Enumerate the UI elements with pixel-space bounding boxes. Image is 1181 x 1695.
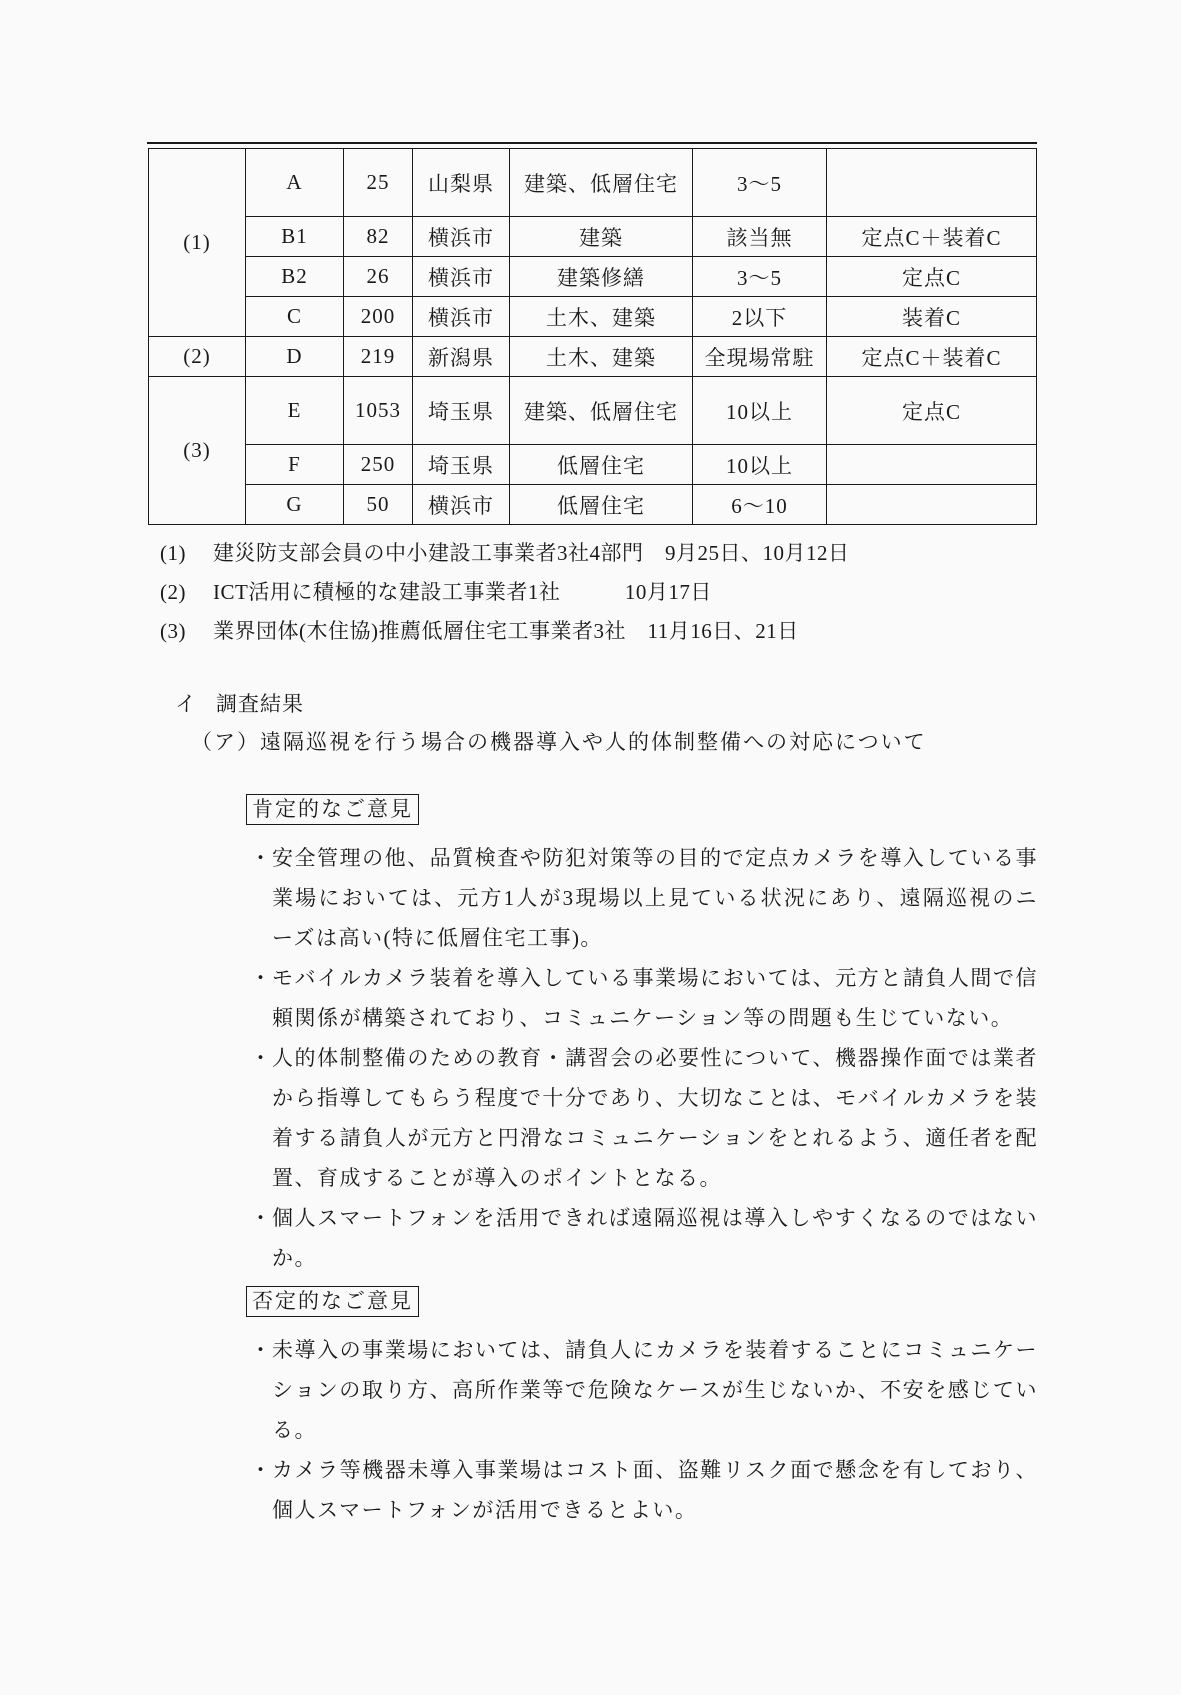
- camera-type-cell: 装着C: [827, 297, 1037, 337]
- camera-type-cell: 定点C: [827, 377, 1037, 445]
- negative-bullet-list: [246, 1330, 1038, 1530]
- work-type-cell: 建築、低層住宅: [510, 149, 693, 217]
- bullet-item: [246, 1038, 1038, 1198]
- site-count-cell: 25: [344, 149, 413, 217]
- work-type-cell: 低層住宅: [510, 445, 693, 485]
- footnote-label: (2): [160, 580, 186, 604]
- table-row: [149, 149, 1037, 217]
- footnote-label: (3): [160, 619, 186, 643]
- company-cell: D: [246, 337, 344, 377]
- bullet-marker: ・: [250, 1458, 271, 1482]
- work-type-cell: 建築: [510, 217, 693, 257]
- site-count-cell: 219: [344, 337, 413, 377]
- bullet-marker: ・: [250, 1046, 271, 1070]
- footnote-3: [160, 612, 850, 651]
- bullet-marker: ・: [250, 846, 271, 870]
- work-type-cell: 低層住宅: [510, 485, 693, 525]
- scale-cell: 6〜10: [693, 485, 827, 525]
- positive-bullet-list: [246, 838, 1038, 1278]
- bullet-text: モバイルカメラ装着を導入している事業場においては、元方と請負人間で信頼関係が構築されており、コミュニケーション等の問題も生じていない。: [272, 966, 1038, 1030]
- work-type-cell: 建築修繕: [510, 257, 693, 297]
- table-row: [149, 485, 1037, 525]
- scale-cell: 10以上: [693, 445, 827, 485]
- location-cell: 山梨県: [413, 149, 510, 217]
- site-count-cell: 82: [344, 217, 413, 257]
- bullet-item: [246, 838, 1038, 958]
- bullet-marker: ・: [250, 966, 271, 990]
- scale-cell: 3〜5: [693, 257, 827, 297]
- group-cell: (3): [149, 377, 246, 525]
- company-cell: E: [246, 377, 344, 445]
- section-subheading: （ア）遠隔巡視を行う場合の機器導入や人的体制整備への対応について: [191, 730, 927, 754]
- site-count-cell: 250: [344, 445, 413, 485]
- footnote-text: 業界団体(木住協)推薦低層住宅工事業者3社 11月16日、21日: [213, 619, 799, 643]
- table-row: [149, 217, 1037, 257]
- bullet-marker: ・: [250, 1338, 271, 1362]
- section-title: 調査結果: [216, 692, 304, 716]
- location-cell: 埼玉県: [413, 445, 510, 485]
- site-count-cell: 26: [344, 257, 413, 297]
- positive-opinions-box-label: 肯定的なご意見: [246, 794, 419, 825]
- footnote-2: [160, 573, 850, 612]
- camera-type-cell: [827, 445, 1037, 485]
- footnote-text: 建災防支部会員の中小建設工事業者3社4部門 9月25日、10月12日: [213, 541, 850, 565]
- table-row: [149, 297, 1037, 337]
- section-heading: [175, 688, 304, 718]
- table-row: [149, 337, 1037, 377]
- location-cell: 横浜市: [413, 257, 510, 297]
- company-cell: F: [246, 445, 344, 485]
- survey-table-section: [148, 148, 1036, 525]
- location-cell: 横浜市: [413, 217, 510, 257]
- company-cell: A: [246, 149, 344, 217]
- scale-cell: 2以下: [693, 297, 827, 337]
- location-cell: 横浜市: [413, 485, 510, 525]
- company-cell: B2: [246, 257, 344, 297]
- bullet-marker: ・: [250, 1206, 271, 1230]
- positive-opinions-section: [246, 794, 1038, 1278]
- bullet-item: [246, 1330, 1038, 1450]
- group-cell: (2): [149, 337, 246, 377]
- scale-cell: 3〜5: [693, 149, 827, 217]
- bullet-text: 未導入の事業場においては、請負人にカメラを装着することにコミュニケーションの取り方、高所作業等で危険なケースが生じないか、不安を感じている。: [272, 1338, 1038, 1442]
- table-row: [149, 377, 1037, 445]
- site-count-cell: 1053: [344, 377, 413, 445]
- footnote-label: (1): [160, 541, 186, 565]
- bullet-text: 人的体制整備のための教育・講習会の必要性について、機器操作面では業者から指導してもらう程度で十分であり、大切なことは、モバイルカメラを装着する請負人が元方と円滑なコミュニケーションをとれるよう、適任者を配置、育成することが導入のポイントとなる。: [272, 1046, 1038, 1190]
- footnote-1: [160, 534, 850, 573]
- camera-type-cell: 定点C＋装着C: [827, 337, 1037, 377]
- footnote-list: [160, 534, 850, 651]
- location-cell: 新潟県: [413, 337, 510, 377]
- bullet-item: [246, 1450, 1038, 1530]
- table-row: [149, 257, 1037, 297]
- scale-cell: 該当無: [693, 217, 827, 257]
- group-cell: (1): [149, 149, 246, 337]
- work-type-cell: 建築、低層住宅: [510, 377, 693, 445]
- company-cell: C: [246, 297, 344, 337]
- location-cell: 横浜市: [413, 297, 510, 337]
- table-row: [149, 445, 1037, 485]
- bullet-text: 個人スマートフォンを活用できれば遠隔巡視は導入しやすくなるのではないか。: [272, 1206, 1038, 1270]
- bullet-item: [246, 958, 1038, 1038]
- business-sites-table: [148, 148, 1037, 525]
- work-type-cell: 土木、建築: [510, 297, 693, 337]
- camera-type-cell: 定点C＋装着C: [827, 217, 1037, 257]
- scale-cell: 10以上: [693, 377, 827, 445]
- camera-type-cell: [827, 149, 1037, 217]
- camera-type-cell: 定点C: [827, 257, 1037, 297]
- company-cell: B1: [246, 217, 344, 257]
- company-cell: G: [246, 485, 344, 525]
- footnote-text: ICT活用に積極的な建設工事業者1社 10月17日: [213, 580, 712, 604]
- bullet-text: カメラ等機器未導入事業場はコスト面、盗難リスク面で懸念を有しており、個人スマートフォンが活用できるとよい。: [272, 1458, 1038, 1522]
- negative-opinions-section: [246, 1286, 1038, 1530]
- scale-cell: 全現場常駐: [693, 337, 827, 377]
- bullet-item: [246, 1198, 1038, 1278]
- work-type-cell: 土木、建築: [510, 337, 693, 377]
- negative-opinions-box-label: 否定的なご意見: [246, 1286, 419, 1317]
- bullet-text: 安全管理の他、品質検査や防犯対策等の目的で定点カメラを導入している事業場においては、元方1人が3現場以上見ている状況にあり、遠隔巡視のニーズは高い(特に低層住宅工事)。: [272, 846, 1038, 950]
- section-marker: イ: [175, 692, 197, 716]
- location-cell: 埼玉県: [413, 377, 510, 445]
- site-count-cell: 200: [344, 297, 413, 337]
- camera-type-cell: [827, 485, 1037, 525]
- site-count-cell: 50: [344, 485, 413, 525]
